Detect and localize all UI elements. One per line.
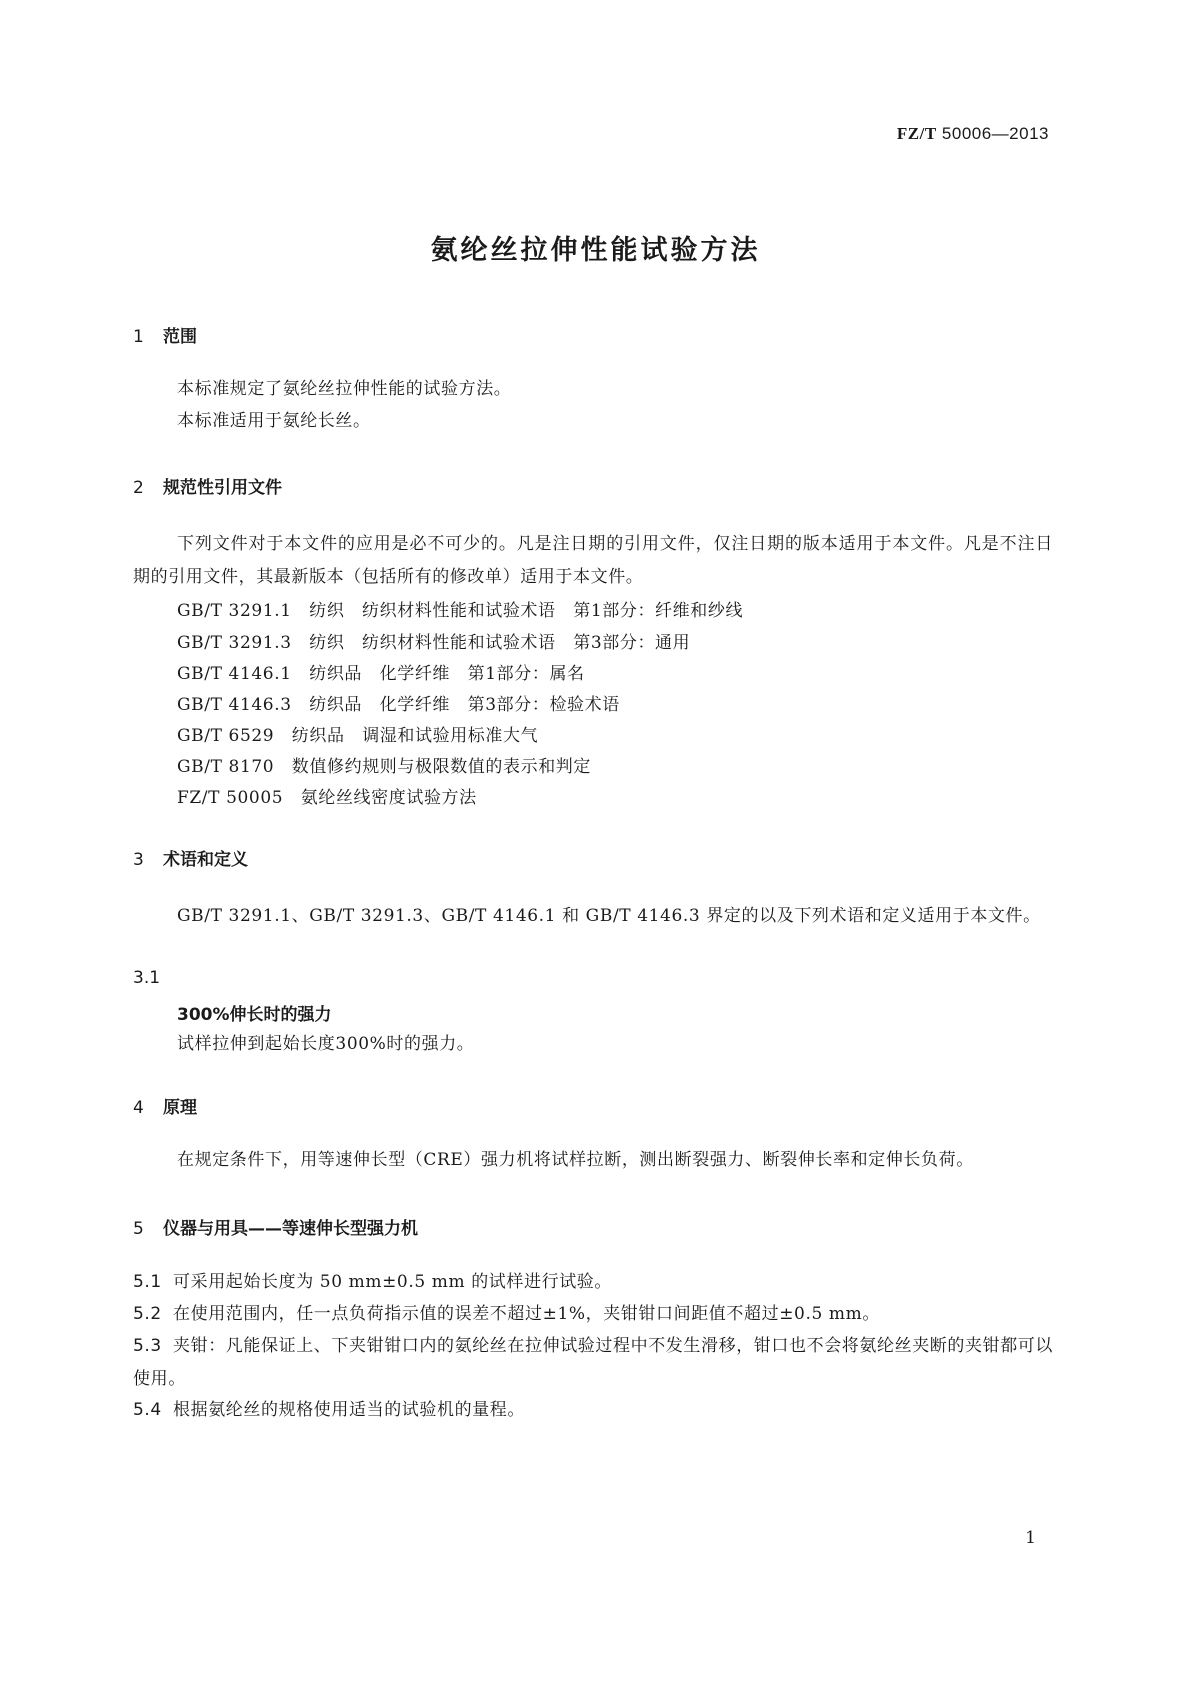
section-2-heading [133,473,282,498]
section-3-heading [133,845,248,870]
reference-item: GB/T 6529 纺织品 调湿和试验用标准大气 [177,726,539,746]
page-number: 1 [1025,1528,1036,1548]
clause-item [133,1394,1053,1427]
clause-number: 5.4 [133,1400,162,1420]
clause-text: 在使用范围内，任一点负荷指示值的误差不超过±1%，夹钳钳口间距值不超过±0.5 mm。 [173,1304,880,1324]
section-number: 5 [133,1219,144,1239]
clause-text: 根据氨纶丝的规格使用适当的试验机的量程。 [173,1400,525,1420]
section-number: 1 [133,327,144,347]
section-number: 2 [133,478,144,498]
reference-item: GB/T 3291.1 纺织 纺织材料性能和试验术语 第1部分：纤维和纱线 [177,601,744,621]
reference-item: FZ/T 50005 氨纶丝线密度试验方法 [177,788,477,808]
standard-prefix: FZ/T [896,124,937,143]
standard-number [897,124,1049,144]
section-1-heading [133,322,197,347]
section-title: 仪器与用具——等速伸长型强力机 [163,1219,418,1239]
section-5-heading [133,1214,418,1239]
standard-code: 50006—2013 [941,124,1049,143]
section-number: 3 [133,850,144,870]
term-heading: 300%伸长时的强力 [177,1005,332,1025]
reference-item: GB/T 3291.3 纺织 纺织材料性能和试验术语 第3部分：通用 [177,633,691,653]
clause-item [133,1330,1053,1396]
section-4-heading [133,1093,197,1118]
reference-item: GB/T 4146.1 纺织品 化学纤维 第1部分：属名 [177,664,585,684]
clause-number: 5.1 [133,1272,162,1292]
section-3-intro: GB/T 3291.1、GB/T 3291.3、GB/T 4146.1 和 GB/T 4146.3 界定的以及下列术语和定义适用于本文件。 [177,906,1041,926]
clause-number: 5.3 [133,1336,162,1356]
clause-text: 可采用起始长度为 50 mm±0.5 mm 的试样进行试验。 [173,1272,613,1292]
clause-text: 夹钳：凡能保证上、下夹钳钳口内的氨纶丝在拉伸试验过程中不发生滑移，钳口也不会将氨纶丝夹断的夹钳都可以使用。 [133,1336,1053,1389]
term-definition: 试样拉伸到起始长度300%时的强力。 [177,1034,475,1054]
section-2-intro: 下列文件对于本文件的应用是必不可少的。凡是注日期的引用文件，仅注日期的版本适用于本文件。凡是不注日期的引用文件，其最新版本（包括所有的修改单）适用于本文件。 [133,534,1053,587]
document-title: 氨纶丝拉伸性能试验方法 [430,235,761,266]
section-title: 原理 [163,1098,197,1118]
section-title: 术语和定义 [163,850,248,870]
clause-number: 5.2 [133,1304,162,1324]
reference-item: GB/T 4146.3 纺织品 化学纤维 第3部分：检验术语 [177,695,620,715]
section-number: 4 [133,1098,144,1118]
section-1-para-2: 本标准适用于氨纶长丝。 [177,411,371,431]
reference-item: GB/T 8170 数值修约规则与极限数值的表示和判定 [177,757,592,777]
clause-item [133,1266,1053,1299]
section-1-para-1: 本标准规定了氨纶丝拉伸性能的试验方法。 [177,379,512,399]
section-title: 范围 [163,327,197,347]
section-title: 规范性引用文件 [163,478,282,498]
clause-item [133,1298,1053,1331]
section-4-para: 在规定条件下，用等速伸长型（CRE）强力机将试样拉断，测出断裂强力、断裂伸长率和定伸长负荷。 [177,1150,974,1170]
subsection-number: 3.1 [133,968,161,988]
